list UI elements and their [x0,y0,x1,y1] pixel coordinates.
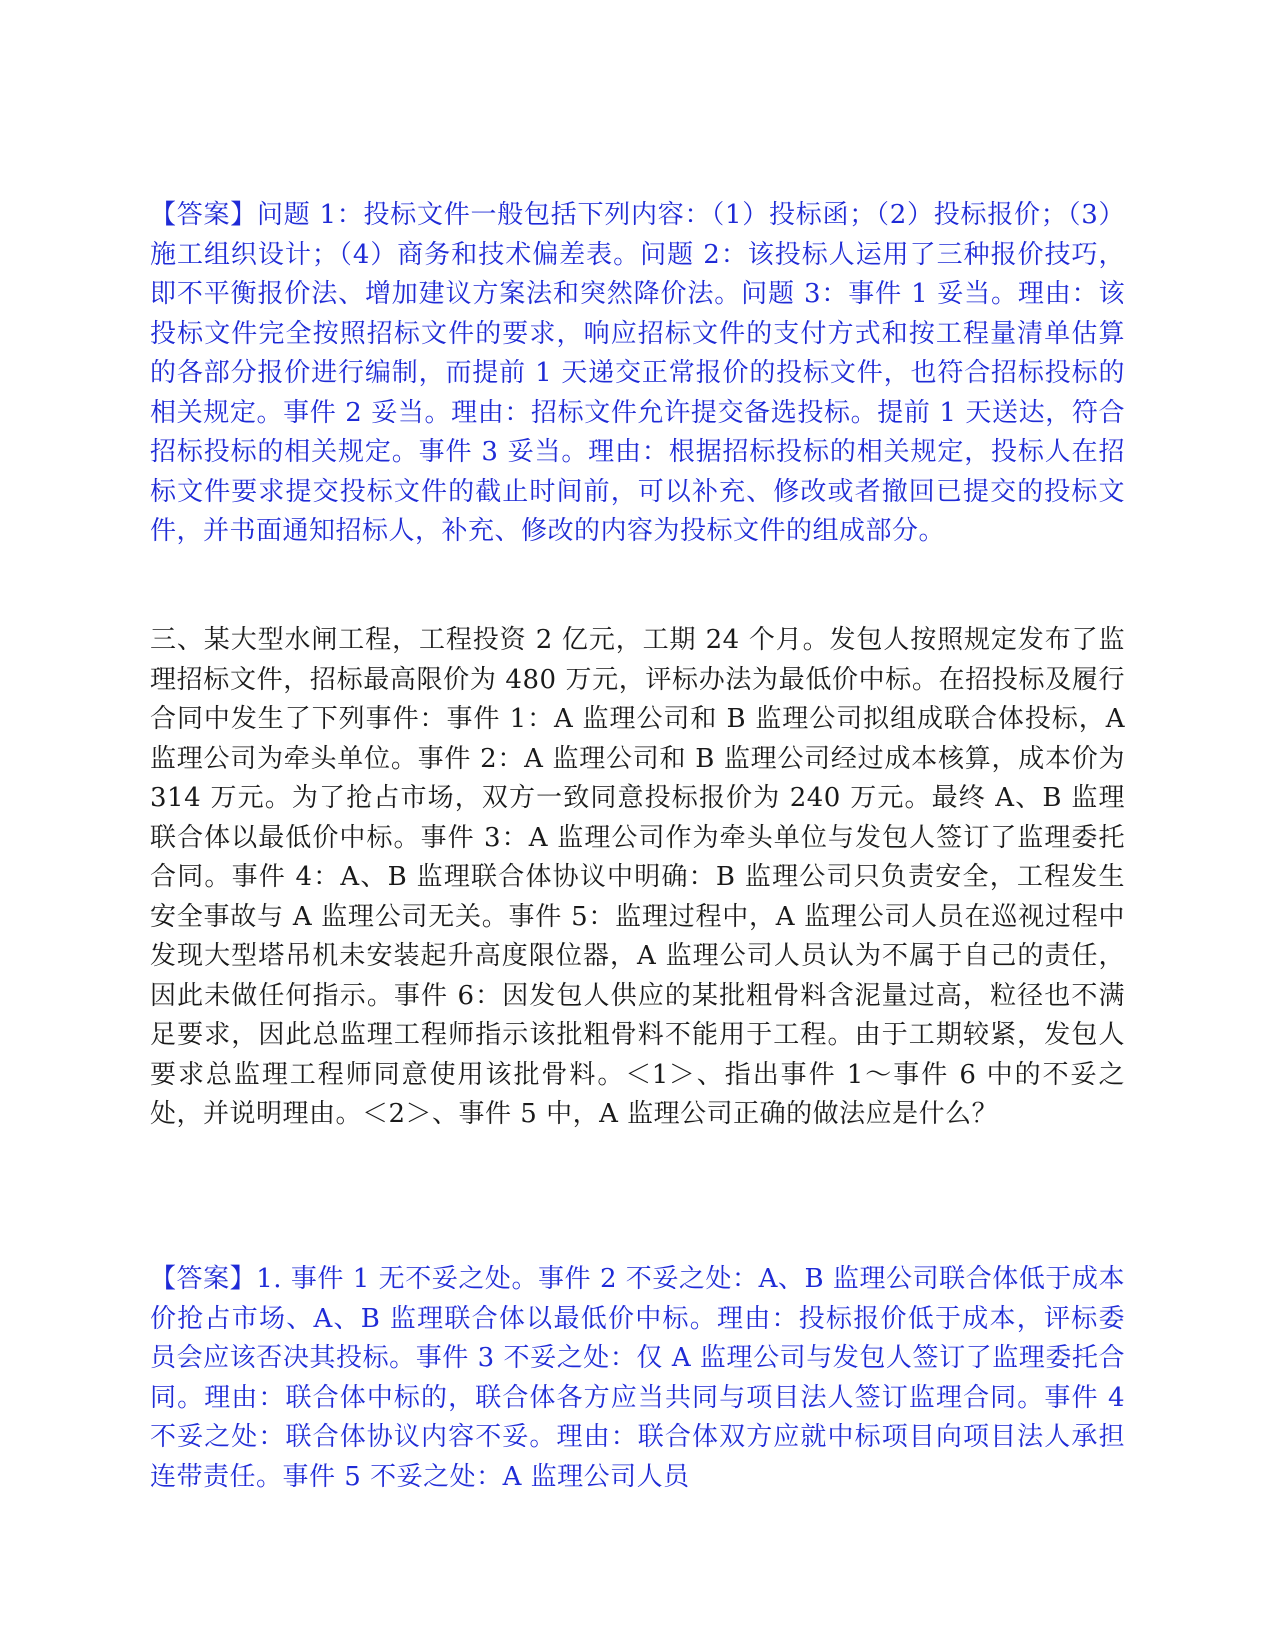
answer-paragraph-1: 【答案】问题 1：投标文件一般包括下列内容：（1）投标函；（2）投标报价；（3）施工组织设计；（4）商务和技术偏差表。问题 2：该投标人运用了三种报价技巧，即不平衡报价法、增加建议方案法和突然降价法。问题 3：事件 1 妥当。理由：该投标文件完全按照招标文件的要求，响应招标文件的支付方式和按工程量清单估算的各部分报价进行编制，而提前 1 天递交正常报价的投标文件，也符合招标投标的相关规定。事件 2 妥当。理由：招标文件允许提交备选投标。提前 1 天送达，符合招标投标的相关规定。事件 3 妥当。理由：根据招标投标的相关规定，投标人在招标文件要求提交投标文件的截止时间前，可以补充、修改或者撤回已提交的投标文件，并书面通知招标人，补充、修改的内容为投标文件的组成部分。 [150,200,1125,546]
answer-paragraph-3: 【答案】1. 事件 1 无不妥之处。事件 2 不妥之处：A、B 监理公司联合体低于成本价抢占市场、A、B 监理联合体以最低价中标。理由：投标报价低于成本，评标委员会应该否决其投标。事件 3 不妥之处：仅 A 监理公司与发包人签订了监理委托合同。理由：联合体中标的，联合体各方应当共同与项目法人签订监理合同。事件 4 不妥之处：联合体协议内容不妥。理由：联合体双方应就中标项目向项目法人承担连带责任。事件 5 不妥之处：A 监理公司人员 [150,1264,1125,1492]
question-paragraph-3: 三、某大型水闸工程，工程投资 2 亿元，工期 24 个月。发包人按照规定发布了监理招标文件，招标最高限价为 480 万元，评标办法为最低价中标。在招投标及履行合同中发生了下列事件：事件 1：A 监理公司和 B 监理公司拟组成联合体投标，A 监理公司为牵头单位。事件 2：A 监理公司和 B 监理公司经过成本核算，成本价为 314 万元。为了抢占市场，双方一致同意投标报价为 240 万元。最终 A、B 监理联合体以最低价中标。事件 3：A 监理公司作为牵头单位与发包人签订了监理委托合同。事件 4：A、B 监理联合体协议中明确：B 监理公司只负责安全，工程发生安全事故与 A 监理公司无关。事件 5：监理过程中，A 监理公司人员在巡视过程中发现大型塔吊机未安装起升高度限位器，A 监理公司人员认为不属于自己的责任，因此未做任何指示。事件 6：因发包人供应的某批粗骨料含泥量过高，粒径也不满足要求，因此总监理工程师指示该批粗骨料不能用于工程。由于工期较紧，发包人要求总监理工程师同意使用该批骨料。＜1＞、指出事件 1～事件 6 中的不妥之处，并说明理由。＜2＞、事件 5 中，A 监理公司正确的做法应是什么？ [150,625,1126,1129]
